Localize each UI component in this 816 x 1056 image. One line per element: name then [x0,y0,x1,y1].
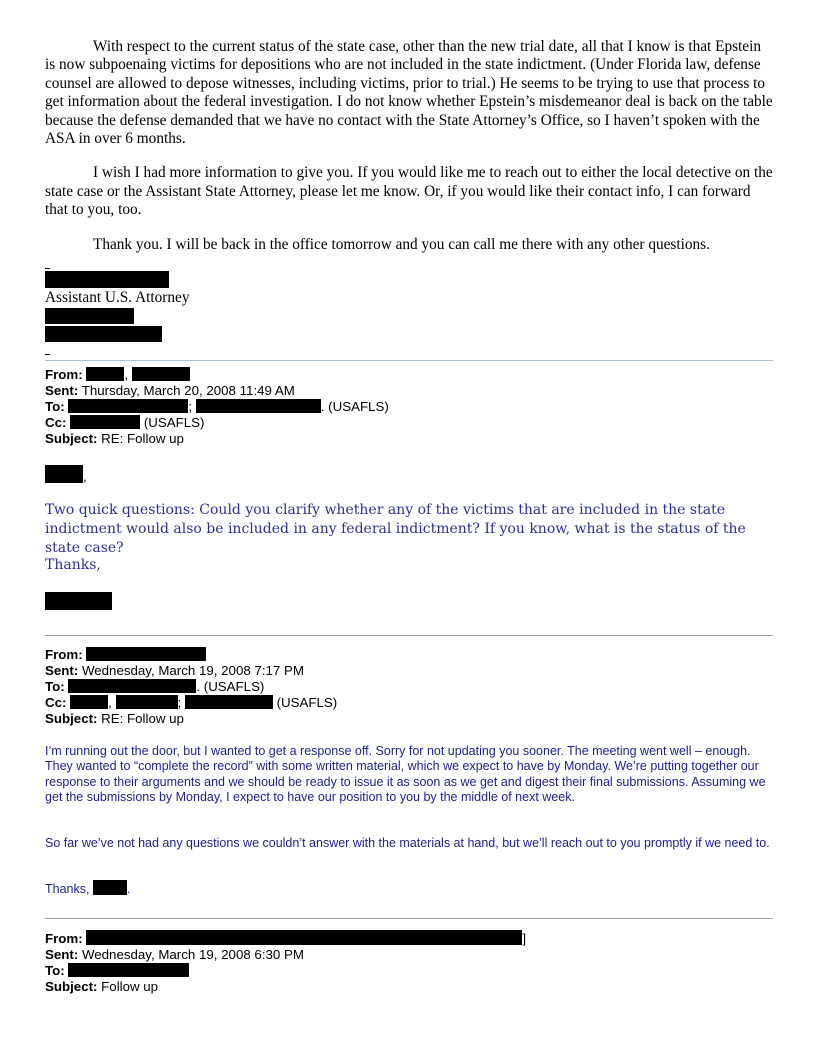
email-1-salutation: , [45,465,87,486]
email-1-body: Two quick questions: Could you clarify whether any of the victims that are included in the state indictment would also be included in any federal indictment? If you know, what is the status of the state case? [45,502,746,556]
email-3-header [45,930,773,995]
subject-label: Subject: [45,711,98,726]
sent-label: Sent: [45,947,79,962]
email-1-to-row: To: ; . (USAFLS) [45,399,389,414]
redacted-to [68,679,196,693]
top-paragraph-1: With respect to the current status of the state case, other than the new trial date, all that I know is that Epstein is now subpoenaing victims for depositions who are not included in the state indictment. (Under Florida law, defense counsel are allowed to depose witnesses, including victims, prior to trial.) He seems to be trying to use that process to get information about the federal investigation. I do not know whether Epstein’s misdemeanor deal is back on the table because the defense demanded that we have no contact with the State Attorney’s Office, so I haven’t spoken with the ASA in over 6 months. [45,38,773,148]
signature-mark [45,268,50,269]
redacted-from-1 [86,367,124,381]
redacted-from-2 [132,367,190,381]
sent-label: Sent: [45,383,79,398]
to-label: To: [45,679,65,694]
email-3-from-row: From: ] [45,931,527,946]
divider-email-3 [45,918,773,919]
redacted-to-2 [196,399,321,413]
to-label: To: [45,399,65,414]
top-paragraph-2: I wish I had more information to give you. If you would like me to reach out to either the local detective on the state case or the Assistant State Attorney, please let me know. Or, if you would like their contact info, I can forward that to you, too. [45,164,773,219]
email-1-closing: Thanks, [45,557,101,573]
to-label: To: [45,963,65,978]
email-1-subject-row [45,431,773,447]
redacted-email-1-signature [45,592,112,610]
redacted-to [68,963,189,977]
email-3-subject-row [45,979,773,995]
redacted-signature-line-1 [45,308,134,324]
cc-label: Cc: [45,695,67,710]
from-label: From: [45,647,83,662]
redacted-cc-3 [185,695,273,709]
email-1-cc-row [45,415,773,431]
cc-suffix: (USAFLS) [143,415,205,430]
email-3-to-row [45,963,773,979]
to-suffix: . (USAFLS) [196,679,265,694]
redacted-salutation [45,465,83,483]
signature-mark-2 [45,354,50,355]
email-3-sent-row [45,947,773,963]
sent-value: Wednesday, March 19, 2008 7:17 PM [81,663,304,678]
sent-label: Sent: [45,663,79,678]
email-1-from-row: From: , [45,367,773,383]
divider-email-1 [45,360,773,361]
email-2-closing: Thanks, . [45,882,131,896]
redacted-cc-1 [70,695,108,709]
signature-title: Assistant U.S. Attorney [45,289,190,306]
subject-value: RE: Follow up [101,711,184,726]
subject-value: RE: Follow up [101,431,184,446]
cc-label: Cc: [45,415,67,430]
cc-suffix: (USAFLS) [276,695,338,710]
email-2-from-row [45,647,773,663]
to-suffix: . (USAFLS) [320,399,389,414]
email-2-body-1: I’m running out the door, but I wanted to get a response off. Sorry for not updating you sooner. The meeting went well – enough. They wanted to “complete the record” with some written material, which we expect to have by Monday. We’re putting together our response to their arguments and we should be ready to issue it as soon as we get and digest their final submissions. Assuming we get the submissions by Monday, I expect to have our position to you by the middle of next week. [45,744,766,804]
subject-label: Subject: [45,431,98,446]
email-2-to-row [45,679,773,695]
email-1-header [45,367,773,447]
email-2-subject-row [45,711,773,727]
closing-text: Thanks, [45,882,90,896]
subject-value: Follow up [101,979,159,994]
sent-value: Wednesday, March 19, 2008 6:30 PM [81,947,304,962]
email-1-sent-row [45,383,773,399]
email-2-header [45,647,773,727]
email-2-sent-row [45,663,773,679]
redacted-from [86,930,522,945]
from-label: From: [45,367,83,382]
redacted-signature-line-2 [45,326,162,342]
redacted-signature-name [45,271,169,288]
redacted-cc-2 [116,695,178,709]
email-2-body-2: So far we’ve not had any questions we couldn’t answer with the materials at hand, but we’ll reach out to you promptly if we need to. [45,836,770,850]
top-paragraph-3: Thank you. I will be back in the office tomorrow and you can call me there with any other questions. [93,235,710,253]
email-2-cc-row: Cc: , ; (USAFLS) [45,695,338,710]
redacted-from [86,647,206,661]
divider-email-2 [45,635,773,636]
redacted-to-1 [68,399,188,413]
top-message [45,38,773,254]
from-label: From: [45,931,83,946]
sent-value: Thursday, March 20, 2008 11:49 AM [81,383,295,398]
redacted-closing-name [93,880,127,895]
subject-label: Subject: [45,979,98,994]
redacted-cc-1 [70,415,140,429]
